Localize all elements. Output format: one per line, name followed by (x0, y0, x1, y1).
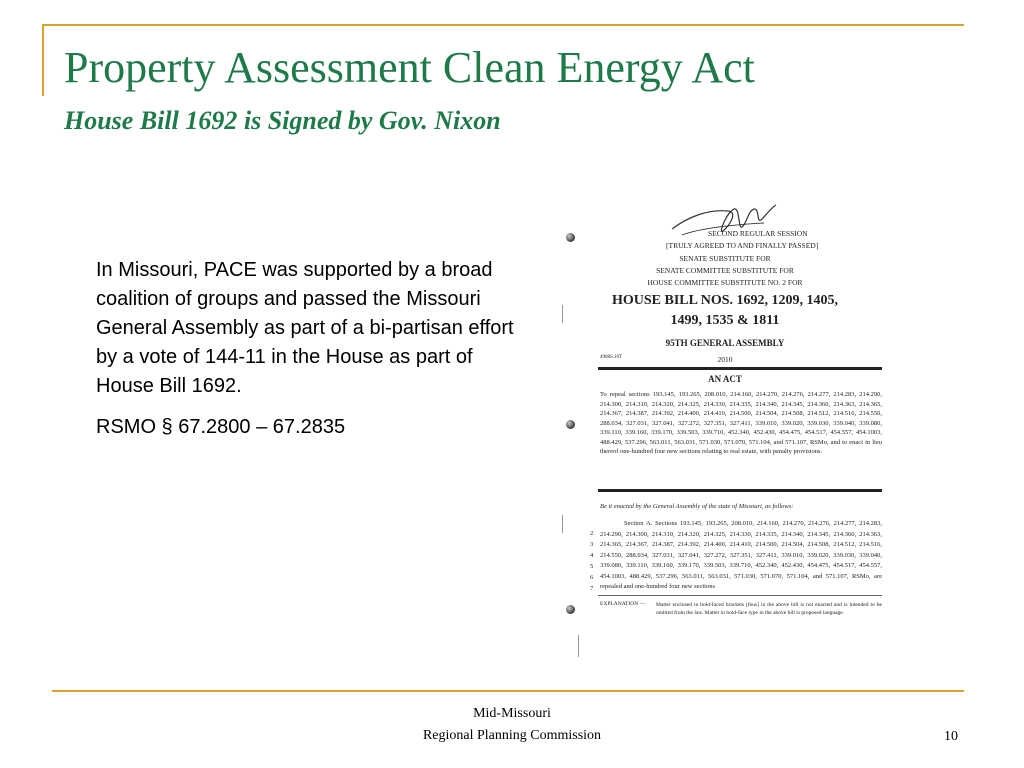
bill-document-image (560, 195, 890, 665)
bill-line-number: 2 (590, 530, 594, 537)
bill-assembly: 95TH GENERAL ASSEMBLY (665, 338, 785, 348)
slide-subtitle: House Bill 1692 is Signed by Gov. Nixon (64, 106, 501, 135)
body-paragraph-2: RSMO § 67.2800 – 67.2835 (96, 416, 346, 438)
bill-rule-top (598, 367, 882, 370)
page-number: 10 (944, 729, 958, 744)
bill-line-number: 6 (590, 574, 594, 581)
bill-line-number: 3 (590, 541, 594, 548)
bill-explanation-label: EXPLANATION — (600, 601, 646, 607)
bill-act-heading: AN ACT (708, 374, 742, 384)
bill-senate-sub: SENATE SUBSTITUTE FOR (679, 254, 771, 263)
bill-line-number: 4 (590, 552, 594, 559)
bill-session: SECOND REGULAR SESSION (708, 229, 808, 238)
scan-mark (562, 515, 563, 533)
bill-numbers-line2: 1499, 1535 & 1811 (670, 313, 780, 328)
scan-mark (562, 305, 563, 323)
bill-enacting-clause: Be it enacted by the General Assembly of the state of Missouri, as follows: (600, 503, 794, 510)
bill-section-a: Section A. Sections 193.145, 193.265, 208.010, 214.160, 214.270, 214.276, 214.277, 214.283, 214.290, 214.300, 214.310, 214.320, 214.325, 214.330, 214.335, 214.340, 214.345, 214.360, 214.363, 214.365, 214.367, 214.387, 214.392, 214.400, 214.410, 214.500, 214.504, 214.508, 214.512, 214.516, 214.550, 288.034, 327.031, 327.041, 327.272, 327.351, 327.411, 339.010, 339.020, 339.030, 339.040, 339.080, 339.110, 339.160, 339.170, 339.503, 339.710, 452.340, 452.430, 454.475, 454.517, 454.557, 454.1003, 488.429, 537.296, 563.011, 563.031, 571.030, 571.070, 571.104, and 571.107, RSMo, are repealed and one-hundred four new sections (600, 520, 882, 590)
bill-year: 2010 (717, 355, 733, 364)
bill-numbers-line1: HOUSE BILL NOS. 1692, 1209, 1405, (612, 293, 838, 308)
footer-rule (52, 690, 964, 692)
bill-doc-code: 4908S.10T (600, 355, 623, 360)
scan-mark (578, 635, 579, 657)
bill-passed: [TRULY AGREED TO AND FINALLY PASSED] (666, 241, 819, 250)
bill-senate-committee: SENATE COMMITTEE SUBSTITUTE FOR (656, 266, 794, 275)
bill-rule-bottom (598, 595, 882, 596)
footer-org-line2: Regional Planning Commission (422, 728, 602, 743)
bill-act-text: To repeal sections 193.145, 193.265, 208.010, 214.160, 214.270, 214.276, 214.277, 214.283, 214.290, 214.300, 214.310, 214.320, 214.325, 214.330, 214.335, 214.340, 214.345, 214.360, 214.363, 214.365, 214.367, 214.387, 214.392, 214.400, 214.410, 214.500, 214.504, 214.508, 214.512, 214.516, 214.550, 288.034, 327.031, 327.041, 327.272, 327.351, 327.411, 339.010, 339.020, 339.030, 339.040, 339.080, 339.110, 339.160, 339.170, 339.503, 339.710, 452.340, 452.430, 454.475, 454.517, 454.557, 454.1003, 488.429, 537.296, 563.011, 563.031, 571.030, 571.070, 571.104, and 571.107, RSMo, and to enact in lieu thereof one-hundred four new sections relating to real estate, with penalty provisions. (600, 391, 882, 455)
footer-org-line1: Mid-Missouri (473, 706, 551, 721)
slide-body (96, 256, 526, 454)
signature-icon (668, 199, 778, 247)
body-paragraph-1: In Missouri, PACE was supported by a broad coalition of groups and passed the Missouri General Assembly as part of a bi-partisan effort by a vote of 144-11 in the House as part of House Bill 1692. (96, 259, 514, 397)
frame-top-rule (44, 24, 964, 26)
bill-line-number: 7 (590, 585, 594, 592)
bill-rule-middle (598, 489, 882, 492)
bill-explanation-text: Matter enclosed in bold-faced brackets [thus] in the above bill is not enacted and is intended to be omitted from the law. Matter in bold-face type in the above bill is proposed language. (656, 602, 882, 616)
frame-left-rule (42, 24, 44, 96)
bill-line-number: 5 (590, 563, 594, 570)
bill-house-committee: HOUSE COMMITTEE SUBSTITUTE NO. 2 FOR (647, 278, 803, 287)
slide-title: Property Assessment Clean Energy Act (64, 43, 755, 92)
